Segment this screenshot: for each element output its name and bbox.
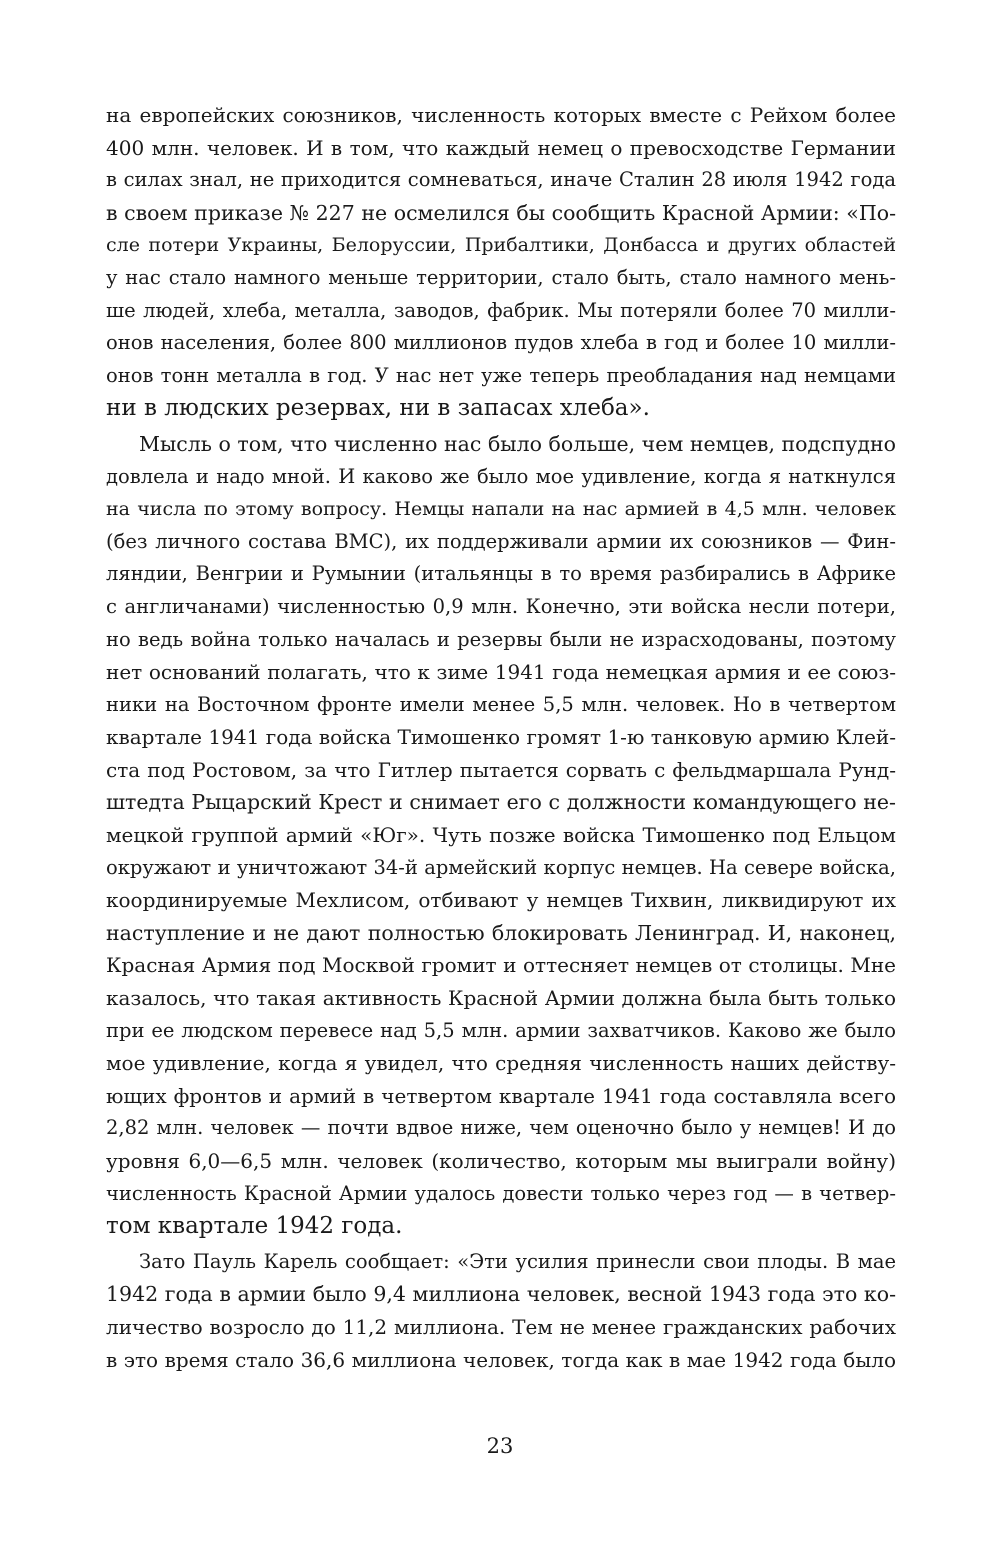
- text-line: довлела и надо мной. И каково же было мое удивление, когда я наткнулся: [106, 464, 896, 488]
- text-line: онов населения, более 800 миллионов пудов хлеба в год и более 10 милли-: [106, 331, 896, 355]
- text-line: координируемые Мехлисом, отбивают у немцев Тихвин, ликвидируют их: [106, 888, 896, 913]
- text-line: при ее людском перевесе над 5,5 млн. армии захватчиков. Каково же было: [106, 1018, 896, 1042]
- text-line: казалось, что такая активность Красной Армии должна была быть только: [106, 986, 896, 1011]
- text-line: 2,82 млн. человек — почти вдвое ниже, чем оценочно было у немцев! И до: [106, 1116, 896, 1140]
- text-line: с англичанами) численностью 0,9 млн. Конечно, эти войска несли потери,: [106, 594, 896, 618]
- text-line: 1942 года в армии было 9,4 миллиона человек, весной 1943 года это ко-: [106, 1282, 896, 1307]
- text-line: 400 млн. человек. И в том, что каждый немец о превосходстве Германии: [106, 135, 896, 160]
- text-line: мецкой группой армий «Юг». Чуть позже войска Тимошенко под Ельцом: [106, 823, 896, 848]
- text-line: онов тонн металла в год. У нас нет уже теперь преобладания над немцами: [106, 363, 896, 387]
- text-line: ше людей, хлеба, металла, заводов, фабрик. Мы потеряли более 70 милли-: [106, 298, 896, 322]
- text-line: сле потери Украины, Белоруссии, Прибалтики, Донбасса и других областей: [106, 234, 896, 257]
- text-line: ляндии, Венгрии и Румынии (итальянцы в то время разбирались в Африке: [106, 562, 896, 586]
- text-line: квартале 1941 года войска Тимошенко громят 1-ю танковую армию Клей-: [106, 725, 896, 750]
- text-line: но ведь война только началась и резервы были не израсходованы, поэтому: [106, 627, 896, 651]
- text-line: окружают и уничтожают 34-й армейский корпус немцев. На севере войска,: [106, 855, 896, 879]
- text-line: том квартале 1942 года.: [106, 1213, 403, 1240]
- text-line: наступление и не дают полностью блокировать Ленинград. И, наконец,: [106, 920, 896, 945]
- text-line: в силах знал, не приходится сомневаться, иначе Сталин 28 июля 1942 года: [106, 168, 896, 192]
- text-line: мое удивление, когда я увидел, что средняя численность наших действу-: [106, 1051, 896, 1076]
- text-line: Зато Пауль Карель сообщает: «Эти усилия принесли свои плоды. В мае: [139, 1249, 896, 1273]
- text-line: нет оснований полагать, что к зиме 1941 года немецкая армия и ее союз-: [106, 660, 896, 685]
- text-line: личество возросло до 11,2 миллиона. Тем не менее гражданских рабочих: [106, 1314, 896, 1339]
- text-line: на числа по этому вопросу. Немцы напали на нас армией в 4,5 млн. человек: [106, 498, 896, 521]
- text-line: численность Красной Армии удалось довести только через год — в четвер-: [106, 1181, 896, 1205]
- body-text: [106, 99, 896, 1376]
- text-line: Мысль о том, что численно нас было больше, чем немцев, подспудно: [139, 431, 896, 456]
- text-line: в это время стало 36,6 миллиона человек, тогда как в мае 1942 года было: [106, 1347, 896, 1372]
- text-line: штедта Рыцарский Крест и снимает его с должности командующего не-: [106, 790, 896, 815]
- text-line: ни в людских резервах, ни в запасах хлеба».: [106, 395, 650, 422]
- page-number: 23: [486, 1434, 514, 1458]
- text-line: на европейских союзников, численность которых вместе с Рейхом более: [106, 103, 896, 127]
- text-line: ники на Восточном фронте имели менее 5,5 млн. человек. Но в четвертом: [106, 692, 896, 716]
- text-line: ющих фронтов и армий в четвертом квартале 1941 года составляла всего: [106, 1083, 896, 1108]
- text-line: ста под Ростовом, за что Гитлер пытается сорвать с фельдмаршала Рунд-: [106, 757, 896, 782]
- text-line: у нас стало намного меньше территории, стало быть, стало намного мень-: [106, 265, 896, 289]
- text-line: в своем приказе № 227 не осмелился бы сообщить Красной Армии: «По-: [106, 200, 896, 225]
- text-line: (без личного состава ВМС), их поддерживали армии их союзников — Фин-: [106, 529, 896, 553]
- text-line: Красная Армия под Москвой громит и оттесняет немцев от столицы. Мне: [106, 953, 896, 978]
- text-line: уровня 6,0—6,5 млн. человек (количество, которым мы выиграли войну): [106, 1149, 896, 1173]
